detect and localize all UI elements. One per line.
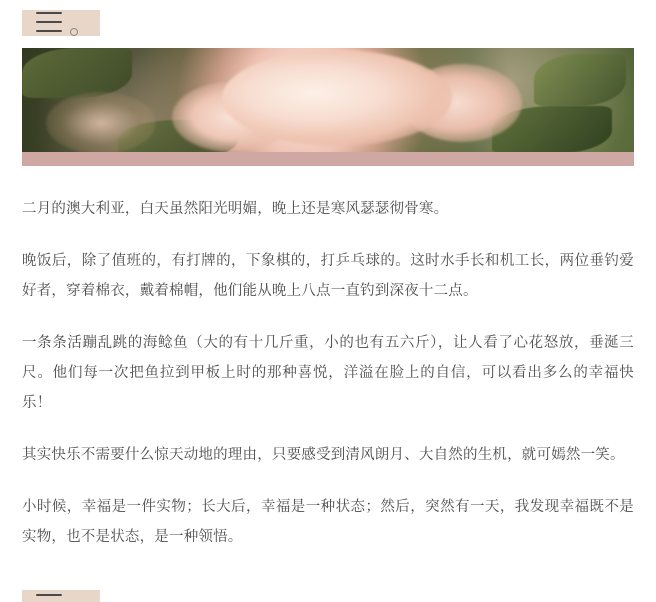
top-bar (0, 0, 656, 42)
hero-leaf-shape (534, 54, 626, 106)
menu-line-1 (36, 12, 62, 14)
menu-line-2 (36, 21, 62, 23)
hero-image-container (22, 48, 634, 166)
hero-leaf-shape (22, 48, 132, 98)
article-paragraph: 小时候，幸福是一件实物；长大后，幸福是一种状态；然后，突然有一天，我发现幸福既不是实物，也不是状态，是一种领悟。 (22, 499, 634, 545)
hero-image (22, 48, 634, 152)
article-paragraph: 其实快乐不需要什么惊天动地的理由，只要感受到清风朗月、大自然的生机，就可嫣然一笑。 (22, 447, 625, 463)
hero-caption-band (22, 152, 634, 166)
article-paragraph: 晚饭后，除了值班的，有打牌的，下象棋的，打乒乓球的。这时水手长和机工长，两位垂钓爱好者，穿着棉衣，戴着棉帽，他们能从晚上八点一直钓到深夜十二点。 (22, 253, 634, 299)
bottom-menu-line-icon[interactable] (36, 594, 62, 596)
circle-dot-icon[interactable] (70, 28, 78, 36)
article-paragraph: 一条条活蹦乱跳的海鲶鱼（大的有十几斤重，小的也有五六斤），让人看了心花怒放，垂涎三尺。他们每一次把鱼拉到甲板上时的那种喜悦，洋溢在脸上的自信，可以看出多么的幸福快乐！ (22, 335, 634, 411)
hero-petal-shape (46, 92, 156, 152)
bottom-accent-stripe (22, 590, 100, 602)
hamburger-menu-icon[interactable] (36, 12, 62, 32)
hero-petal-shape (222, 50, 452, 146)
article-body (22, 194, 634, 552)
article-paragraph: 二月的澳大利亚，白天虽然阳光明媚，晚上还是寒风瑟瑟彻骨寒。 (22, 201, 449, 217)
menu-line-3 (36, 30, 62, 32)
